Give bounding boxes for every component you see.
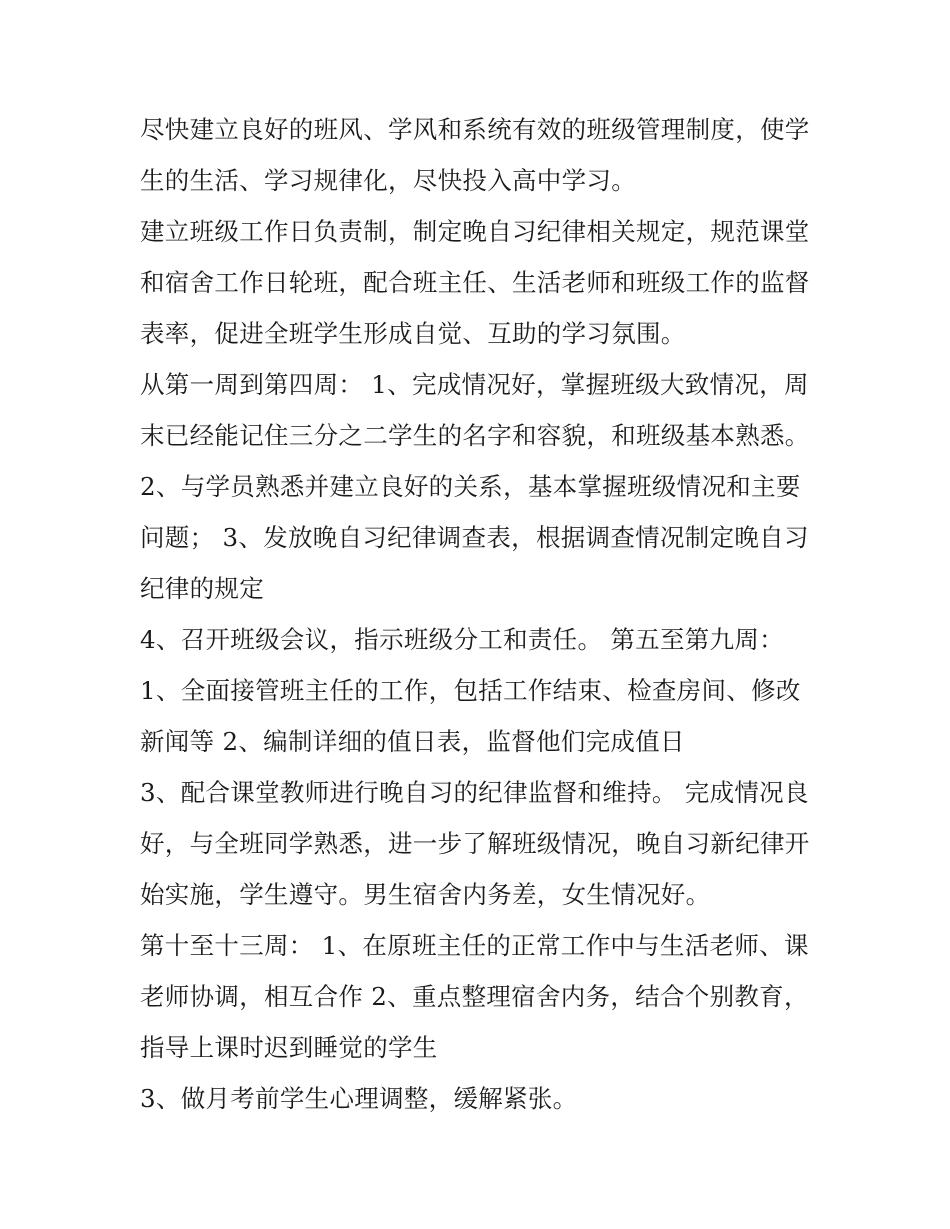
text-line: 3、配合课堂教师进行晚自习的纪律监督和维持。 完成情况良	[140, 778, 809, 807]
text-line: 生的生活、学习规律化，尽快投入高中学习。	[140, 166, 636, 195]
body-text	[140, 104, 820, 1124]
text-line: 新闻等 2、编制详细的值日表，监督他们完成值日	[140, 727, 685, 756]
text-line: 4、召开班级会议，指示班级分工和责任。 第五至第九周：	[140, 625, 784, 654]
text-line: 老师协调，相互合作 2、重点整理宿舍内务，结合个别教育，	[140, 982, 809, 1011]
text-line: 指导上课时迟到睡觉的学生	[140, 1033, 438, 1062]
text-line: 3、做月考前学生心理调整，缓解紧张。	[140, 1084, 578, 1113]
text-line: 纪律的规定	[140, 574, 264, 603]
text-line: 始实施，学生遵守。男生宿舍内务差，女生情况好。	[140, 880, 711, 909]
text-line: 好，与全班同学熟悉，进一步了解班级情况，晚自习新纪律开	[140, 829, 810, 858]
text-line: 和宿舍工作日轮班，配合班主任、生活老师和班级工作的监督	[140, 268, 810, 297]
text-line: 1、全面接管班主任的工作，包括工作结束、检查房间、修改	[140, 676, 801, 705]
text-line: 从第一周到第四周： 1、完成情况好，掌握班级大致情况，周	[140, 370, 809, 399]
text-line: 问题； 3、发放晚自习纪律调查表，根据调查情况制定晚自习	[140, 523, 809, 552]
text-line: 2、与学员熟悉并建立良好的关系，基本掌握班级情况和主要	[140, 472, 801, 501]
text-line: 建立班级工作日负责制，制定晚自习纪律相关规定，规范课堂	[140, 217, 810, 246]
text-line: 表率，促进全班学生形成自觉、互助的学习氛围。	[140, 319, 686, 348]
text-line: 第十至十三周： 1、在原班主任的正常工作中与生活老师、课	[140, 931, 809, 960]
text-line: 尽快建立良好的班风、学风和系统有效的班级管理制度，使学	[140, 115, 810, 144]
text-line: 末已经能记住三分之二学生的名字和容貌，和班级基本熟悉。	[140, 421, 810, 450]
